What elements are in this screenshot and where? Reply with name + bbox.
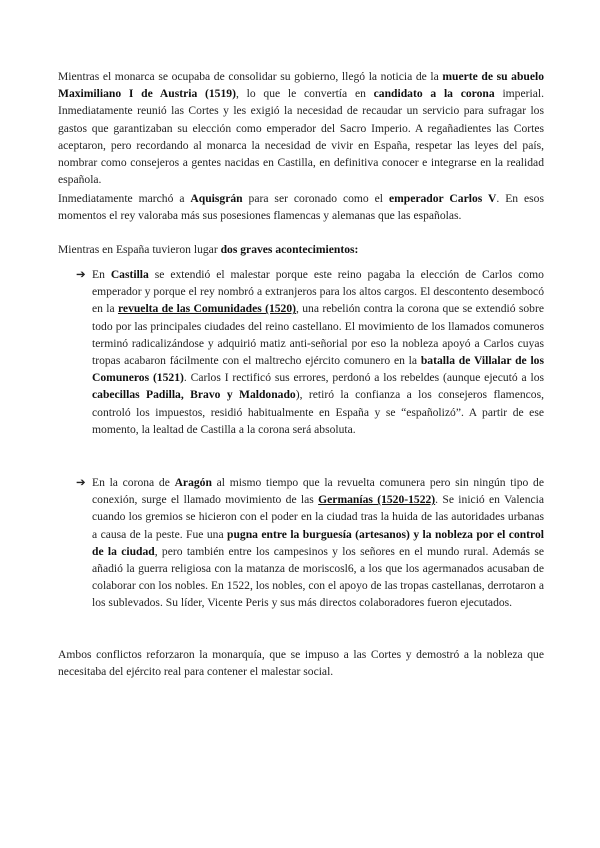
text: En la corona de [92,476,175,489]
bold-text: pugna entre la burguesía (artesanos) y la nobleza por el control de la ciudad [92,527,545,558]
bold-text: candidato a la corona [373,87,495,101]
text: . En esos momentos el rey valoraba más sus posesiones flamencas y alemanas que las españolas. [58,192,544,223]
list-item-text [92,266,544,438]
paragraph-maximiliano [58,68,544,188]
bold-text: Aquisgrán [190,192,243,205]
bold-text: cabecillas Padilla, Bravo y Maldonado [92,388,296,402]
list-item-castilla [76,266,544,438]
text: Mientras el monarca se ocupaba de consolidar su gobierno, llegó la noticia de la [58,70,443,83]
text: . Carlos I rectificó sus errores, perdonó a los rebeldes (aunque ejecutó a los [183,371,544,385]
text: imperial. Inmediatamente reunió las Cortes y les exigió la necesidad de recaudar un servicio para sufragar los gastos que garantizaban su elección como emperador del Sacro Imperio. A regañadientes las Cortes aceptaron, pero recordando al monarca la necesidad de vivir en España, respetar las leyes del país, nombrar como consejeros a gentes nacidas en Castilla, en definitiva conocer e integrarse en la realidad española. [58,87,544,187]
text: ), retiró la confianza a los consejeros flamencos, controló los impuestos, residió habitualmente en España y se “españolizó”. A partir de ese momento, la lealtad de Castilla a la corona será absoluta. [92,388,544,436]
paragraph-acontecimientos [58,241,544,258]
text: En [92,268,111,281]
text: . Se inició en Valencia cuando los gremios se hicieron con el poder en la ciudad tras la huida de las autoridades urbanas a causa de la peste. Fue una [92,493,545,541]
paragraph-conclusion [58,646,544,680]
bold-text: batalla de Villalar de los Comuneros (1521) [92,354,544,385]
bold-text: Aragón [174,476,212,489]
bold-underlined-text: revuelta de las Comunidades (1520) [117,302,297,316]
bold-underlined-text: Germanías (1520-1522) [318,493,436,507]
bold-text: Castilla [110,268,149,281]
bold-text: emperador Carlos V [388,192,497,205]
arrow-bullet-icon: ➔ [76,268,86,281]
paragraph-aquisgran [58,190,544,224]
list-item-text [92,474,544,612]
list-item-aragon [76,474,544,612]
text: , pero también entre los campesinos y los señores en el mundo rural. Además se añadió la guerra religiosa con la matanza de moriscosl6, a los que los agermanados acusaban de colaborar con los nobles. En 1522, los nobles, con el apoyo de las tropas castellanas, derrotaron a los sublevados. Su líder, Vicente Peris y sus más directos colaboradores fueron ejecutados. [92,544,544,610]
text: , una rebelión contra la corona que se extendió sobre todo por las principales ciudades del reino castellano. El movimiento de los llamados comuneros terminó radicalizándose y adquirió matiz anti-señorial por eso la nobleza apoyó a Carlos cuyas tropas acabaron fácilmente con el maltrecho ejército comunero en la [92,302,544,368]
text: Ambos conflictos reforzaron la monarquía, que se impuso a las Cortes y demostró a la nobleza que necesitaba del ejército real para contener el malestar social. [58,648,544,679]
text: se extendió el malestar porque este reino pagaba la elección de Carlos como emperador y porque el rey nombró a extranjeros para los altos cargos. El descontento desembocó en la [92,268,544,316]
text: para ser coronado como el [242,192,389,205]
text: Mientras en España tuvieron lugar [58,243,221,256]
bold-text: dos graves acontecimientos: [220,243,359,256]
text: , lo que le convertía en [235,87,374,101]
arrow-bullet-icon: ➔ [76,476,86,489]
bold-text: muerte de su abuelo Maximiliano I de Austria (1519) [58,70,544,101]
text: al mismo tiempo que la revuelta comunera pero sin ningún tipo de conexión, surge el llamado movimiento de las [92,476,544,507]
text: Inmediatamente marchó a [58,192,191,205]
